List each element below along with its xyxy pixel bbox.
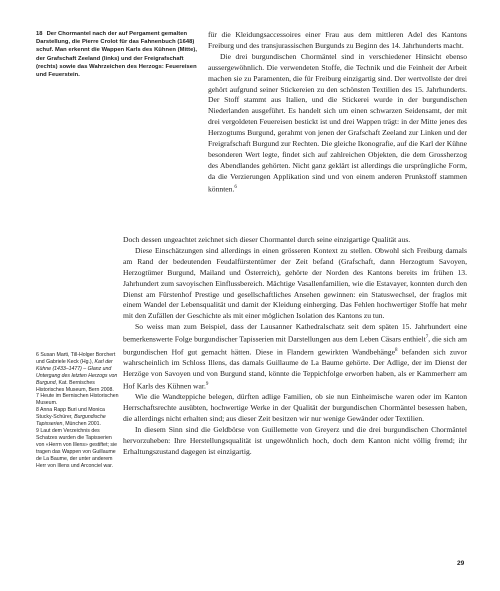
note-8 — [36, 407, 120, 428]
paragraph-continued: für die Kleidungsaccessoires einer Frau aus dem mittleren Adel des Kantons Freiburg und des transjurassischen Burgunds zu Beginn des 14. Jahrhunderts macht. — [208, 30, 467, 50]
paragraph-tapestries — [123, 322, 467, 392]
paragraph-chormaentel-tail: Doch dessen ungeachtet zeichnet sich dieser Chormantel durch seine einzigartige Qualität aus. — [123, 235, 411, 244]
paragraph-context: Diese Einschätzungen sind allerdings in einen grösseren Kontext zu stellen. Obwohl sich Freiburg damals am Rand der bedeutenden Feudalfürstentümer der Zeit befand (Grafschaft, dann Herzogtum Savoyen, Herzogtümer Burgund, Mailand und Österreich), gehörte der Norden des Kantons bereits im frühen 13. Jahrhundert zum savoyischen Einflussbereich. Mächtige Vasallenfamilien, wie die Estavayer, konnten durch den Dienst am Fürstenhof Prestige und gesellschaftliches Ansehen gewinnen: ein Statuswechsel, der fraglos mit einem Wandel der Lebensqualität und damit der Kleidung einherging. Das Fehlen hochwertiger Stoffe hat mehr mit den Zufällen der Geschichte als mit einer möglichen Isolation des Kantons zu tun. — [123, 245, 467, 321]
note-8-publication: , München 2001. — [62, 421, 101, 428]
note-8-number: 8 — [36, 407, 39, 414]
paragraph-conclusion: In diesem Sinn sind die Geldbörse von Guillemette von Greyerz und die drei burgundischen Chormäntel hervorzuheben: Ihre Herstellungsqualität ist ungewöhnlich hoch, doch dem Kanton nicht völlig fremd; ihr Erhaltungszustand dagegen ist einzigartig. — [123, 425, 467, 456]
note-7-number: 7 — [36, 393, 39, 400]
main-text-lower — [123, 235, 467, 458]
note-7-text: Heute im Bernischen Historischen Museum. — [36, 393, 119, 407]
note-6 — [36, 352, 120, 393]
note-6-title: Karl der Kühne (1433–1477) – Glanz und Untergang des letzten Herzogs von Burgund — [36, 358, 118, 386]
note-7 — [36, 393, 120, 407]
caption-text: Der Chormantel nach der auf Pergament gemalten Darstellung, die Pierre Crolot für das Fahnenbuch (1648) schuf. Man erkennt die Wappen Karls des Kühnen (Mitte), der Grafschaft Zeeland (links) und der Freigrafschaft (rechts) sowie das Wahrzeichen des Herzogs: Feuereisen und Feuerstein. — [36, 31, 198, 79]
footnote-ref-6: 6 — [234, 184, 237, 190]
footnote-ref-9: 9 — [205, 381, 209, 387]
note-9 — [36, 428, 120, 469]
note-9-number: 9 — [36, 427, 39, 434]
footnote-ref-8: 8 — [394, 347, 398, 353]
figure-caption — [36, 30, 204, 79]
caption-number: 18 — [36, 31, 43, 37]
note-8-title: Burgundische Tapisserien — [36, 414, 106, 428]
paragraph-chormaentel — [208, 52, 467, 195]
note-8-authors: Anna Rapp Buri und Monica Stucky-Schürer, — [36, 407, 105, 421]
paragraph-tapestries-a: So weiss man zum Beispiel, dass der Lausanner Kathedralschatz seit dem späten 15. Jahrhundert eine bemerkenswerte Folge burgundischer Tapisserien mit Darstellungen aus dem Leben Cäsars enthielt — [123, 322, 467, 344]
note-6-publication: , Kat. Bernisches Historisches Museum, Bern 2008. — [36, 379, 114, 393]
paragraph-chormaentel-text: Die drei burgundischen Chormäntel sind in verschiedener Hinsicht ebenso aussergewöhnlich. Die verwendeten Stoffe, die Technik und die Feinheit der Arbeit machen sie zu Paramenten, die für Freiburg einzigartig sind. Der wertvollste der drei gehört aufgrund seiner Stickereien zu den schönsten Textilien des 15. Jahrhunderts. Der Stoff stammt aus Italien, und die Stickerei wurde in der burgundischen Niederlanden ausgeführt. Es handelt sich um einen schwarzen Seidensamt, der mit drei vergoldeten Feuereisen bestickt ist und drei Wappen trägt: in der Mitte jenes des Herzogtums Burgund, gerahmt von jenen der Grafschaft Zeeland zur Linken und der Freigrafschaft Burgund zur Rechten. Die gleiche Ikonografie, auf die Karl der Kühne besonderen Wert legte, findet sich auf zahlreichen Objekten, die dem Grossherzog des Abendlandes gehörten. Nicht ganz geklärt ist allerdings die ursprüngliche Form, da die Verzierungen Applikation sind und von einem anderen Prunkstoff stammen könnten. — [208, 51, 468, 194]
sidebar-notes — [36, 352, 120, 469]
paragraph-tapestries-c: befanden sich zuvor wahrscheinlich im Schloss Illens, das damals Guillaume de La Baume gehörte. Der Adlige, der im Dienst der Herzöge von Savoyen und von Burgund stand, könnte die Teppichfolge erworben haben, als er Kammerherr am Hof Karls des Kühnen war. — [123, 347, 467, 391]
note-6-authors: Susan Marti, Till-Holger Borchert und Gabriele Keck (Hg.), — [36, 352, 116, 365]
note-6-number: 6 — [36, 352, 39, 358]
main-text-upper — [208, 30, 467, 195]
paragraph-tapestries-b: , die sich am burgundischen Hof gut gemacht hätten. Diese in Flandern gewirkten Wandbehänge — [123, 334, 467, 357]
paragraph-noble-families: Wie die Wandteppiche belegen, dürften adlige Familien, ob sie nun Einheimische waren oder im Kanton Herrschaftsrechte ausübten, hochwertige Werke in der Qualität der burgundischen Chormäntel besessen haben, die allerdings nicht erhalten sind; aus dieser Zeit besitzen wir nur wenige Gewänder oder Textilien. — [123, 392, 467, 424]
note-9-text: Laut dem Verzeichnis des Schatzes wurden die Tapisserien von «Herrn von Illens» gestiftet; sie tragen das Wappen von Guillaume de La Baume, der unter anderem Herr von Illens und Arconciel war. — [36, 427, 118, 469]
page-number: 29 — [457, 560, 465, 567]
footnote-ref-7: 7 — [425, 335, 429, 341]
